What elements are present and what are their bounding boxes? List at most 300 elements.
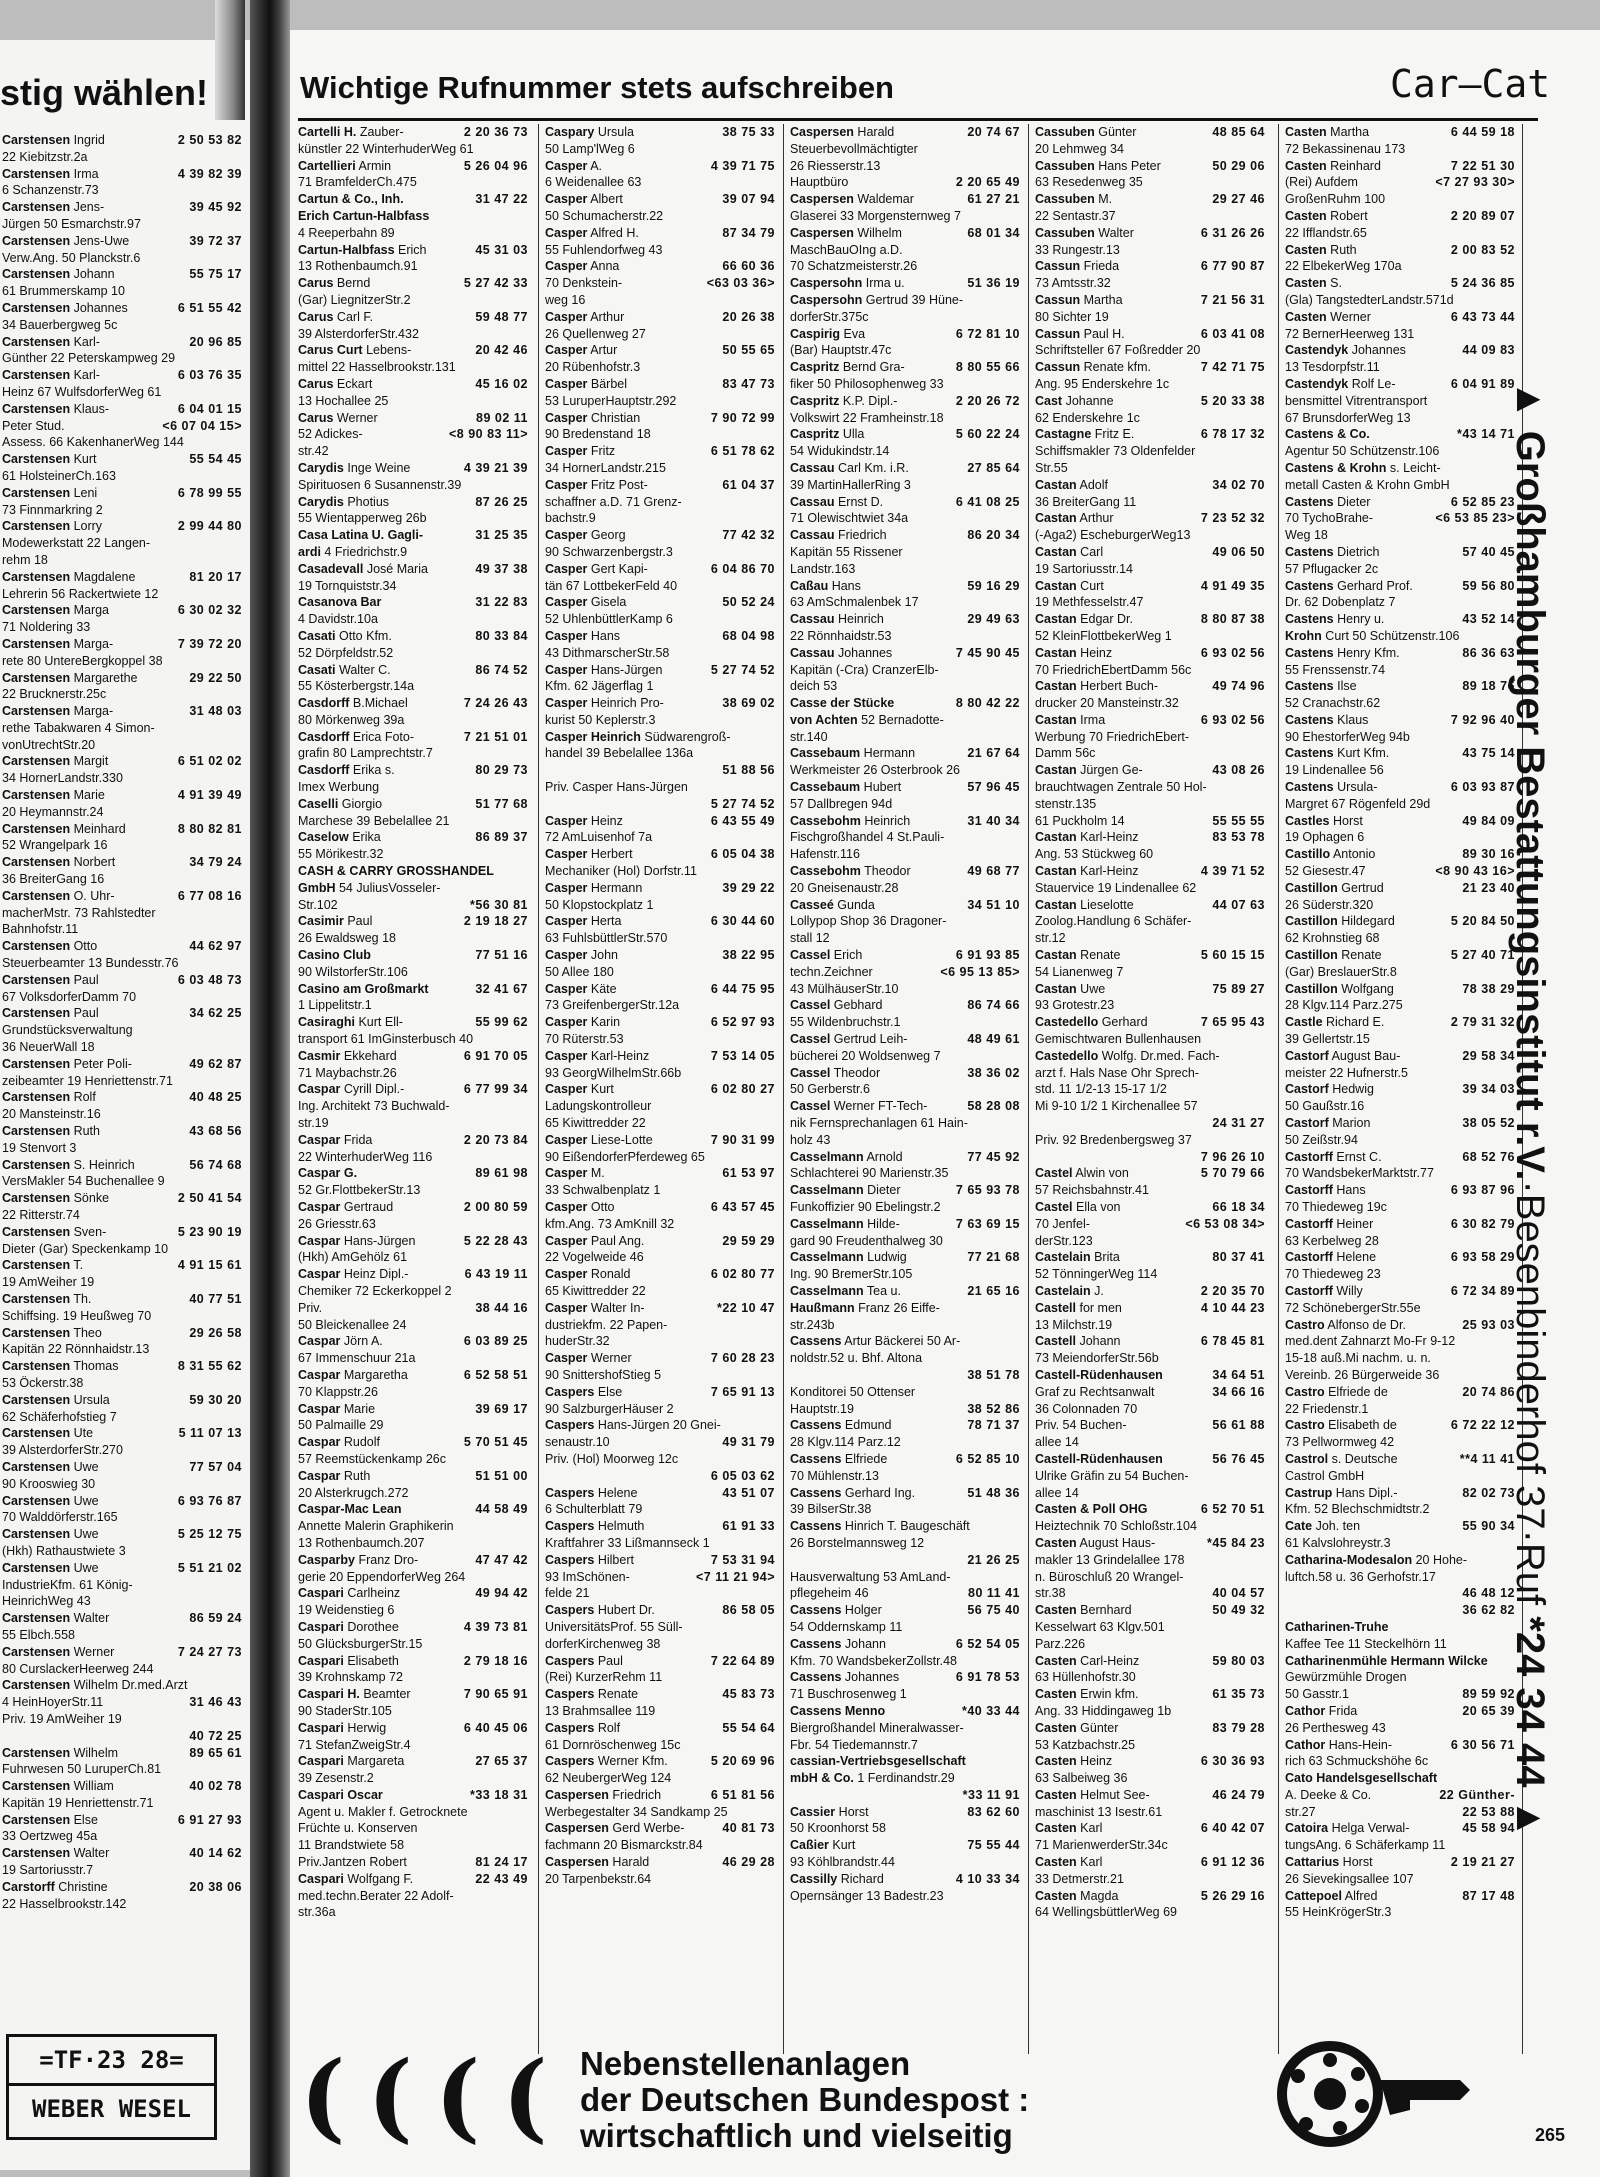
entry-phone: 5 70 51 45 [461,1434,528,1451]
entry-detail: Gerhard [1101,1015,1148,1030]
directory-entry [1285,712,1515,729]
directory-entry [298,1854,528,1871]
directory-entry [2,1409,242,1426]
entry-detail: Gunda [837,897,875,912]
directory-entry [545,342,775,359]
entry-phone: 4 91 39 49 [175,787,242,804]
directory-entry [298,1720,528,1737]
directory-entry [790,1434,1020,1451]
entry-name: Caspar [298,1334,341,1349]
entry-name: Carstensen [2,1644,71,1659]
entry-detail: 22 ElbekerWeg 170a [1285,259,1402,274]
entry-detail: Gertraud [343,1200,394,1214]
directory-entry [790,275,1020,292]
directory-entry [298,1216,528,1233]
directory-entry [1285,1451,1515,1468]
entry-detail: Hans-Jürgen 20 Gnei- [597,1418,721,1433]
entry-detail: 19 Sartoriusstr.14 [1035,561,1133,576]
directory-entry [790,376,1020,393]
entry-detail: Liese-Lotte [590,1132,653,1147]
entry-detail: Str.55 [1035,460,1068,475]
entry-name: Castens [1285,780,1334,795]
entry-detail: Theodor [833,1065,881,1080]
entry-detail: 73 Pellwormweg 42 [1285,1435,1395,1450]
entry-detail: 33 Detmerstr.21 [1035,1871,1124,1886]
entry-detail: Curt 50 Schützenstr.106 [1325,628,1460,643]
entry-phone: 78 71 37 [964,1417,1020,1434]
entry-name: Cassau [790,612,835,627]
directory-entry [1035,1300,1265,1317]
column-divider [1028,124,1029,2054]
entry-detail: Kfm. 70 WandsbekerZollstr.48 [790,1653,957,1668]
entry-detail: 55 Elbch.558 [2,1627,75,1642]
entry-phone: 89 02 11 [473,410,528,427]
entry-phone: 7 21 56 31 [1198,292,1265,309]
entry-detail: Paul [347,914,373,929]
directory-entry [790,1737,1020,1754]
entry-name: Catoira [1285,1821,1329,1836]
entry-detail: 22 Brucknerstr.25c [2,687,107,702]
entry-phone: 31 40 34 [964,813,1020,830]
directory-entry [790,1048,1020,1065]
entry-detail: dorferKirchenweg 38 [545,1636,661,1651]
entry-phone: 7 24 27 73 [175,1644,242,1661]
entry-phone: 4 39 71 75 [708,158,775,175]
entry-phone: 6 44 59 18 [1448,124,1515,141]
directory-entry [1285,678,1515,695]
directory-entry [545,1266,775,1283]
directory-entry [790,1753,1020,1770]
entry-detail: 13 Rothenbaumch.91 [298,259,418,274]
directory-entry [2,367,242,384]
entry-phone: 6 78 17 32 [1198,426,1265,443]
directory-entry [1285,1602,1515,1619]
entry-detail: Hans Peter [1098,158,1161,173]
directory-entry [545,1014,775,1031]
entry-detail: Arnold [866,1149,903,1164]
entry-name: Caspersohn [790,276,863,291]
entry-phone: 45 83 73 [719,1686,775,1703]
entry-name: Carstensen [2,1359,71,1374]
directory-entry [1035,1165,1265,1182]
entry-name: Cassilly [790,1871,838,1886]
entry-detail: Johann [1079,1334,1121,1349]
entry-detail: Uwe [73,1493,99,1508]
directory-entry [545,1199,775,1216]
entry-phone: 6 30 44 60 [708,913,775,930]
entry-detail: Karl [1080,1821,1103,1836]
entry-detail: 28 Klgv.114 Parz.12 [790,1435,901,1450]
directory-entry [790,594,1020,611]
directory-entry [1285,997,1515,1014]
entry-name: Cato Handelsgesellschaft [1285,1771,1438,1786]
directory-entry [298,1233,528,1250]
entry-detail: Fritz [590,444,616,459]
directory-entry [545,460,775,477]
directory-entry [1285,1770,1515,1787]
directory-entry [790,1653,1020,1670]
entry-name: Castens [1285,494,1334,509]
entry-phone: 7 65 93 78 [953,1182,1020,1199]
entry-detail: Konditorei 50 Ottenser [790,1384,916,1399]
entry-detail: Theo [73,1325,102,1340]
entry-name: Caspers [545,1485,595,1500]
entry-phone: 6 51 55 42 [175,300,242,317]
ad-line-3: wirtschaftlich und vielseitig [580,2117,1013,2154]
entry-name: Caspritz [790,360,840,375]
entry-detail: tungsAng. 6 Schäferkamp 11 [1285,1838,1446,1853]
entry-detail: Herta [590,914,622,929]
entry-name: Caspar [298,1267,341,1282]
entry-detail: bensmittel Vitrentransport [1285,393,1428,408]
entry-detail: 70 Klappstr.26 [298,1384,378,1399]
entry-detail: Klaus [1337,712,1369,727]
directory-entry [2,1375,242,1392]
directory-entry [1035,141,1265,158]
directory-entry [790,124,1020,141]
entry-detail: 50 Gaußstr.16 [1285,1099,1365,1114]
entry-detail: derStr.123 [1035,1233,1093,1248]
entry-detail: (Bar) Hauptstr.47c [790,343,892,358]
directory-entry [298,594,528,611]
entry-detail: 71 Olewischtwiet 34a [790,511,909,526]
entry-name: Casper [545,696,588,711]
entry-detail: brauchtwagen Zentrale 50 Hol- [1035,780,1207,795]
directory-entry [545,1065,775,1082]
entry-detail: IndustrieKfm. 61 König- [2,1577,133,1592]
entry-detail: 19 Weidenstieg 6 [298,1603,395,1618]
directory-entry [1285,1552,1515,1569]
entry-name: Cassau [790,460,835,475]
entry-detail: Priv. [298,1300,323,1315]
entry-detail: Richard E. [1326,1015,1385,1030]
entry-name: Castens [1285,544,1334,559]
entry-detail: Ladungskontrolleur [545,1099,652,1114]
directory-entry [1035,1501,1265,1518]
directory-entry [790,1552,1020,1569]
entry-phone: 6 30 02 32 [175,602,242,619]
directory-entry [1285,1535,1515,1552]
entry-phone: 6 93 58 29 [1448,1249,1515,1266]
entry-detail: 20 Lehmweg 34 [1035,141,1124,156]
entry-detail: 70 FriedrichEbertDamm 56c [1035,662,1192,677]
entry-detail: 63 AmSchmalenbek 17 [790,595,919,610]
entry-detail: str.38 [1035,1586,1066,1601]
directory-entry [790,410,1020,427]
entry-detail: Joh. ten [1315,1519,1361,1534]
entry-detail: Rolf [597,1720,621,1735]
directory-entry [545,829,775,846]
column-divider [538,124,539,2054]
entry-phone: 77 45 92 [964,1149,1020,1166]
entry-name: Casino Club [298,948,371,963]
directory-entry [2,317,242,334]
directory-entry [1035,1602,1265,1619]
directory-entry [790,292,1020,309]
directory-entry [1285,359,1515,376]
directory-entry [2,1442,242,1459]
entry-name: Caspari [298,1586,344,1601]
entry-phone: 29 59 29 [719,1233,775,1250]
entry-phone: 8 80 42 22 [953,695,1020,712]
directory-entry [790,158,1020,175]
entry-detail: schaffner a.D. 71 Grenz- [545,494,682,509]
entry-name: Caßier [790,1838,829,1853]
entry-phone: 6 52 85 23 [1448,494,1515,511]
directory-entry [545,611,775,628]
entry-phone: 46 48 12 [1459,1585,1515,1602]
entry-name: Casper [545,259,588,274]
entry-detail: drucker 20 Mansteinstr.32 [1035,696,1179,711]
directory-entry [2,1644,242,1661]
entry-detail: 61 Kalvslohreystr.3 [1285,1535,1391,1550]
entry-detail: Paul [73,972,99,987]
entry-name: Castan [1035,544,1077,559]
entry-detail: Graf zu Rechtsanwalt [1035,1384,1155,1399]
directory-entry [2,753,242,770]
binder-clip [215,0,245,120]
entry-detail: 63 Kerbelweg 28 [1285,1233,1379,1248]
entry-detail: Verw.Ang. 50 Planckstr.6 [2,250,141,265]
directory-entry [1035,443,1265,460]
entry-detail: Heiner [1336,1216,1374,1231]
entry-phone: 82 02 73 [1459,1485,1515,1502]
directory-entry [1035,326,1265,343]
entry-name: Castro [1285,1317,1325,1332]
entry-name: Caspersen [545,1855,609,1870]
entry-phone: 39 07 94 [719,191,775,208]
entry-detail: 36 BreiterGang 16 [2,872,105,887]
directory-entry [298,1636,528,1653]
entry-detail: (Gar) BreslauerStr.8 [1285,964,1397,979]
directory-entry [1285,863,1515,880]
entry-name: Castillon [1285,914,1338,929]
entry-detail: Hans [831,578,861,593]
side-ad-symbol-icon: ▲ [1508,1787,1552,1839]
side-ad-address: ·Besenbinderhof 37·Ruf [1508,1180,1552,1606]
entry-name: Casper [545,477,588,492]
directory-entry [2,1610,242,1627]
entry-detail: Mi 9-10 1/2 1 Kirchenallee 57 [1035,1099,1198,1114]
entry-detail: Früchte u. Konserven [298,1821,418,1836]
directory-entry [1285,964,1515,981]
entry-detail: Volkswirt 22 Framheinstr.18 [790,410,944,425]
directory-entry [1035,1569,1265,1586]
entry-phone: 5 60 15 15 [1198,947,1265,964]
entry-phone: 49 84 09 [1459,813,1515,830]
directory-entry [790,443,1020,460]
entry-detail: Thomas [73,1359,119,1374]
entry-detail: Werner [73,1644,115,1659]
directory-entry [1285,1317,1515,1334]
entry-detail: Zoolog.Handlung 6 Schäfer- [1035,914,1192,929]
entry-name: Castorff [1285,1216,1333,1231]
entry-detail: Gertrud 39 Hüne- [865,292,964,307]
entry-detail: felde 21 [545,1586,590,1601]
directory-entry [298,510,528,527]
entry-detail: Ulla [842,427,865,442]
directory-entry [1285,1468,1515,1485]
entry-detail: 90 Krooswieg 30 [2,1476,96,1491]
directory-entry [2,468,242,485]
entry-phone: 48 49 61 [964,1031,1020,1048]
directory-entry [1035,1048,1265,1065]
directory-entry [790,611,1020,628]
directory-entry [790,141,1020,158]
directory-entry [1035,1434,1265,1451]
entry-detail: 15-18 auß.Mi nachm. u. n. [1285,1351,1431,1366]
entry-detail: luftch.58 u. 36 Gerhofstr.17 [1285,1569,1436,1584]
directory-entry [1035,1669,1265,1686]
directory-entry [545,1669,775,1686]
entry-name: Casselmann [790,1283,864,1298]
entry-detail: Priv. 54 Buchen- [1035,1418,1127,1433]
entry-phone: 4 39 71 52 [1198,863,1265,880]
entry-detail: Margarethe [73,670,138,685]
entry-detail: 80 Sichter 19 [1035,309,1109,324]
entry-detail: arzt f. Hals Nase Ohr Sprech- [1035,1065,1199,1080]
directory-entry [1285,1804,1515,1821]
entry-phone: 39 45 92 [186,199,242,216]
directory-entry [298,1501,528,1518]
entry-name: Casadevall [298,561,364,576]
entry-detail: Carl [1080,544,1104,559]
entry-phone: 5 27 74 52 [708,662,775,679]
entry-name: Casper [545,1233,588,1248]
directory-entry [2,1157,242,1174]
entry-detail: Fbr. 54 Tiedemannstr.7 [790,1737,918,1752]
entry-name: Carstensen [2,200,71,215]
directory-entry [790,813,1020,830]
entry-detail: Marchese 39 Bebelallee 21 [298,813,450,828]
entry-name: Castan [1035,712,1077,727]
entry-phone: 55 54 64 [719,1720,775,1737]
directory-entry [790,997,1020,1014]
entry-detail: Friedrich [612,1787,662,1802]
entry-detail: 6 Schanzenstr.73 [2,183,99,198]
directory-entry [298,1451,528,1468]
entry-detail: Hermann [863,746,916,761]
directory-entry [1035,1367,1265,1384]
entry-detail: 4 HeinHoyerStr.11 [2,1695,104,1710]
entry-detail: 70 Denkstein- [545,276,623,291]
entry-detail: 55 Mörikestr.32 [298,847,384,862]
entry-detail: techn.Zeichner [790,964,873,979]
entry-detail: Wolfg. Dr.med. Fach- [1101,1048,1220,1063]
entry-detail: Jens- [73,200,105,215]
entry-detail: Willy [1336,1283,1363,1298]
entry-phone: 7 22 64 89 [708,1653,775,1670]
entry-detail: 36 Colonnaden 70 [1035,1401,1138,1416]
entry-phone: 31 22 83 [472,594,528,611]
directory-entry [2,837,242,854]
directory-entry [790,880,1020,897]
directory-entry [298,1904,528,1921]
directory-entry [790,393,1020,410]
entry-phone: 6 43 55 49 [708,813,775,830]
entry-name: Casten [1035,1787,1077,1802]
directory-entry [1035,376,1265,393]
entry-name: Castillon [1285,880,1338,895]
directory-entry [2,1828,242,1845]
entry-detail: Anna [590,259,620,274]
entry-detail: stall 12 [790,931,830,946]
entry-detail: Hauptbüro [790,175,849,190]
entry-name: Cassens [790,1670,842,1685]
entry-detail: Heinrich [864,813,911,828]
directory-entry [298,1871,528,1888]
directory-entry [298,796,528,813]
entry-detail: 20 Tarpenbekstr.64 [545,1871,652,1886]
directory-entry [1035,1115,1265,1132]
directory-entry [298,1569,528,1586]
entry-detail: 65 Kiwittredder 22 [545,1283,646,1298]
entry-phone: 6 93 87 96 [1448,1182,1515,1199]
entry-name: Carydis [298,494,344,509]
entry-detail: Fritz Post- [590,477,648,492]
entry-detail: 20 Alsterkrugch.272 [298,1485,409,1500]
entry-detail: (Rei) Aufdem [1285,175,1358,190]
directory-entry [545,964,775,981]
entry-phone: 61 91 33 [719,1518,775,1535]
entry-name: Casten & Poll OHG [1035,1502,1148,1517]
directory-entry [298,242,528,259]
directory-entry [1035,745,1265,762]
entry-detail: Karl [1080,1855,1103,1870]
entry-detail: (Rei) KurzerRehm 11 [545,1670,663,1685]
entry-detail: 64 WellingsbüttlerWeg 69 [1035,1905,1177,1920]
entry-phone: 51 36 19 [964,275,1020,292]
directory-entry [298,1552,528,1569]
entry-phone: 6 91 12 36 [1198,1854,1265,1871]
directory-entry [2,182,242,199]
entry-detail: Alfred [1344,1888,1378,1903]
entry-detail: 50 Bleickenallee 24 [298,1317,407,1332]
directory-entry [545,712,775,729]
entry-name: Casdorff [298,763,350,778]
directory-entry [790,1636,1020,1653]
entry-name: Casten [1035,1888,1077,1903]
directory-entry [1285,1014,1515,1031]
directory-entry [1285,208,1515,225]
entry-detail: Heinz [590,813,623,828]
entry-detail: Harald [612,1855,650,1870]
directory-entry [545,1401,775,1418]
entry-name: Castan [1035,645,1077,660]
entry-phone: 2 20 89 07 [1448,208,1515,225]
entry-detail: Karl- [73,334,100,349]
entry-name: Casper [545,628,588,643]
entry-detail: Zauber- [359,125,404,139]
entry-detail: makler 13 Grindelallee 178 [1035,1552,1185,1567]
entry-name: Cassel [790,948,831,963]
entry-detail: Renate [1080,948,1121,963]
entry-detail: Franz 26 Eiffe- [858,1300,940,1315]
directory-entry [790,1619,1020,1636]
entry-name: Casten [1285,242,1327,257]
entry-phone: 49 62 87 [186,1056,242,1073]
entry-detail: Ang. 95 Enderskehre 1c [1035,376,1170,391]
entry-detail: Kurt Ell- [358,1015,403,1030]
directory-entry [1285,258,1515,275]
directory-entry [1285,1653,1515,1670]
directory-entry [1285,813,1515,830]
entry-phone: 38 22 95 [719,947,775,964]
directory-entry [2,552,242,569]
entry-name: Caspersen [790,125,854,139]
directory-entry [1035,158,1265,175]
directory-entry [545,426,775,443]
